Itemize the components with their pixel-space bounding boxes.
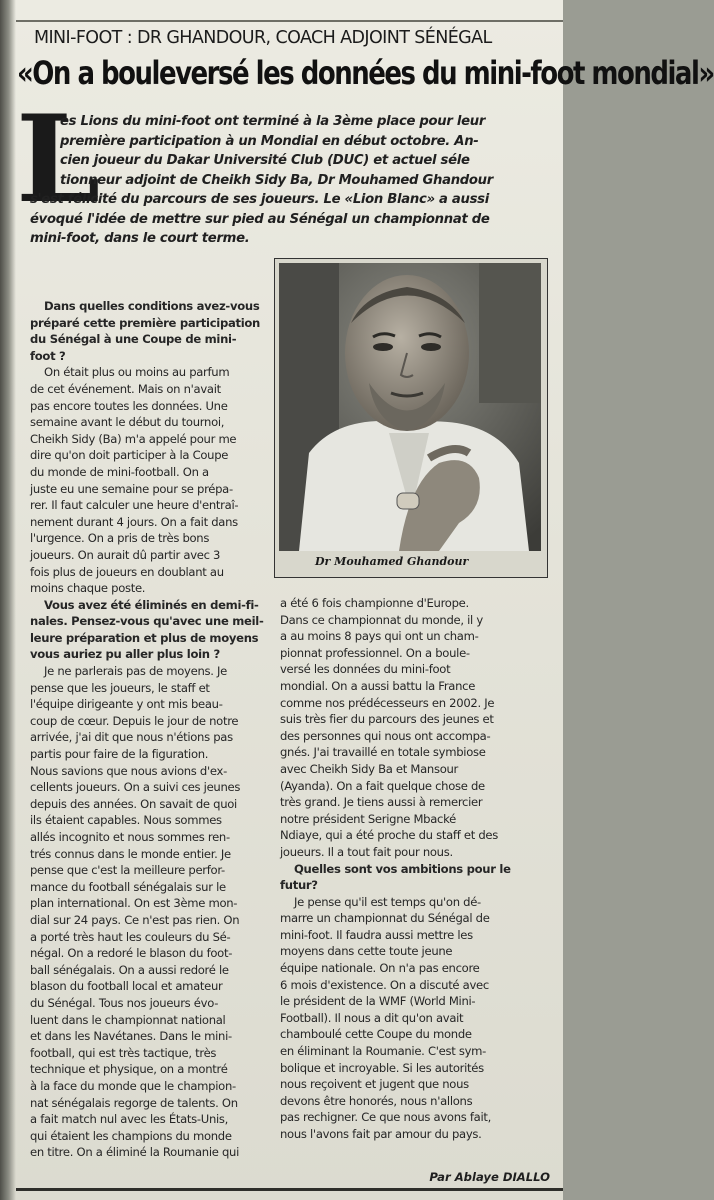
body-line: Nous savions que nous avions d'ex- <box>30 763 227 778</box>
body-line: Football). Il nous a dit qu'on avait <box>280 1010 464 1025</box>
body-line: gnés. J'ai travaillé en totale symbiose <box>280 745 486 760</box>
body-line: devons être honorés, nous n'allons <box>280 1093 473 1108</box>
body-line: pas rechigner. Ce que nous avons fait, <box>280 1110 492 1125</box>
body-line: blason du football local et amateur <box>30 979 223 994</box>
body-line: arrivée, j'ai dit que nous n'étions pas <box>30 730 233 745</box>
question-line: préparé cette première participation <box>30 315 261 330</box>
body-line: dial sur 24 pays. Ce n'est pas rien. On <box>30 912 240 927</box>
body-line: comme nos prédécesseurs en 2002. Je <box>280 695 495 710</box>
body-line: allés incognito et nous sommes ren- <box>30 830 230 844</box>
body-line: technique et physique, on a montré <box>30 1062 228 1077</box>
body-line: nous l'avons fait par amour du pays. <box>280 1127 482 1141</box>
body-line: l'équipe dirigeante y ont mis beau- <box>30 697 223 712</box>
body-line: équipe nationale. On n'a pas encore <box>280 961 480 976</box>
byline: Par Ablaye DIALLO <box>429 1170 550 1184</box>
body-line: nous reçoivent et jugent que nous <box>280 1077 469 1092</box>
body-line: en éliminant la Roumanie. C'est sym- <box>280 1044 487 1059</box>
portrait-photo <box>279 263 541 551</box>
body-line: pionnat professionnel. On a boule- <box>280 645 470 660</box>
body-line: luent dans le championnat national <box>30 1012 226 1027</box>
body-line: bolique et incroyable. Si les autorités <box>280 1060 484 1075</box>
question-line: Quelles sont vos ambitions pour le <box>294 861 511 876</box>
body-line: Je ne parlerais pas de moyens. Je <box>44 664 227 679</box>
top-rule <box>16 20 563 22</box>
body-line: l'urgence. On a pris de très bons <box>30 531 210 546</box>
body-line: rer. Il faut calculer une heure d'entraî- <box>30 498 239 513</box>
body-line: avec Cheikh Sidy Ba et Mansour <box>280 761 459 776</box>
question-line: nales. Pensez-vous qu'avec une meil- <box>30 614 264 629</box>
drop-cap: L <box>16 89 101 230</box>
photo-frame <box>274 258 548 578</box>
lead-line: évoqué l'idée de mettre sur pied au Sénégal un championnat de <box>30 211 490 227</box>
body-line: moins chaque poste. <box>30 581 146 596</box>
body-line: pense que les joueurs, le staff et <box>30 680 210 695</box>
body-line: mini-foot. Il faudra aussi mettre les <box>280 927 473 942</box>
body-line: Dans ce championnat du monde, il y <box>280 612 483 627</box>
body-line: a fait match nul avec les États-Unis, <box>30 1112 229 1127</box>
body-line: très grand. Je tiens aussi à remercier <box>280 795 483 810</box>
page-edge-shadow <box>0 0 16 1200</box>
body-line: dire qu'on doit participer à la Coupe <box>30 448 229 463</box>
body-line: versé les données du mini-foot <box>280 662 451 677</box>
body-line: pas encore toutes les données. Une <box>30 398 228 413</box>
body-line: (Ayanda). On a fait quelque chose de <box>280 778 485 793</box>
question-line: Vous avez été éliminés en demi-fi- <box>44 597 259 612</box>
body-line: coup de cœur. Depuis le jour de notre <box>30 713 239 728</box>
article-column-right <box>280 595 546 1143</box>
body-line: football, qui est très tactique, très <box>30 1045 217 1060</box>
question-line: foot ? <box>30 348 66 363</box>
body-line: a porté très haut les couleurs du Sé- <box>30 929 231 944</box>
body-line: mondial. On a aussi battu la France <box>280 678 476 693</box>
body-line: nement durant 4 jours. On a fait dans <box>30 514 238 529</box>
lead-line: cien joueur du Dakar Université Club (DUC) et actuel séle <box>60 153 470 168</box>
body-line: qui étaient les champions du monde <box>30 1128 232 1143</box>
lead-line: s'est félicité du parcours de ses joueurs. Le «Lion Blanc» a aussi <box>30 192 489 207</box>
body-line: partis pour faire de la figuration. <box>30 747 209 762</box>
body-line: 6 mois d'existence. On a discuté avec <box>280 977 489 992</box>
body-line: fois plus de joueurs en doublant au <box>30 564 224 579</box>
body-line: notre président Serigne Mbacké <box>280 811 456 826</box>
body-line: de cet événement. Mais on n'avait <box>30 381 221 396</box>
body-line: suis très fier du parcours des jeunes et <box>280 712 494 727</box>
article-kicker: MINI-FOOT : DR GHANDOUR, COACH ADJOINT SÉNÉGAL <box>34 28 492 48</box>
body-line: négal. On a redoré le blason du foot- <box>30 946 233 961</box>
body-line: Ndiaye, qui a été proche du staff et des <box>280 828 498 843</box>
body-line: moyens dans cette toute jeune <box>280 944 453 959</box>
body-line: ball sénégalais. On a aussi redoré le <box>30 962 229 977</box>
body-line: a été 6 fois championne d'Europe. <box>280 596 469 610</box>
body-line: nat sénégalais regorge de talents. On <box>30 1095 238 1110</box>
photo-caption: Dr Mouhamed Ghandour <box>315 555 469 568</box>
question-line: Dans quelles conditions avez-vous <box>44 299 260 313</box>
body-line: Je pense qu'il est temps qu'on dé- <box>294 894 481 909</box>
lead-line: mini-foot, dans le court terme. <box>30 231 250 246</box>
body-line: trés connus dans le monde entier. Je <box>30 846 231 861</box>
body-line: du Sénégal. Tous nos joueurs évo- <box>30 995 219 1010</box>
lead-line: tionneur adjoint de Cheikh Sidy Ba, Dr Mouhamed Ghandour <box>60 172 493 188</box>
body-line: depuis des années. On savait de quoi <box>30 796 237 811</box>
article-headline: «On a bouleversé les données du mini-foot mondial» <box>17 56 714 93</box>
lead-line: es Lions du mini-foot ont terminé à la 3ème place pour leur <box>60 114 486 129</box>
body-line: semaine avant le début du tournoi, <box>30 415 225 430</box>
body-line: le président de la WMF (World Mini- <box>280 994 476 1009</box>
lead-line: première participation à un Mondial en début octobre. An- <box>60 133 479 149</box>
body-line: mance du football sénégalais sur le <box>30 879 226 894</box>
body-line: du monde de mini-football. On a <box>30 464 209 479</box>
body-line: des personnes qui nous ont accompa- <box>280 728 491 743</box>
article-column-left <box>30 298 272 1161</box>
body-line: juste eu une semaine pour se prépa- <box>30 481 233 496</box>
bottom-rule <box>16 1188 563 1191</box>
body-line: On était plus ou moins au parfum <box>44 365 230 380</box>
body-line: en titre. On a éliminé la Roumanie qui <box>30 1145 240 1160</box>
question-line: futur? <box>280 878 318 893</box>
body-line: Cheikh Sidy (Ba) m'a appelé pour me <box>30 431 237 446</box>
body-line: chamboulé cette Coupe du monde <box>280 1027 472 1042</box>
body-line: a au moins 8 pays qui ont un cham- <box>280 629 479 644</box>
article-lead <box>30 112 545 249</box>
body-line: cellents joueurs. On a suivi ces jeunes <box>30 780 241 795</box>
body-line: et dans les Navétanes. Dans le mini- <box>30 1029 232 1044</box>
question-line: vous auriez pu aller plus loin ? <box>30 647 220 662</box>
body-line: pense que c'est la meilleure perfor- <box>30 863 225 878</box>
body-line: ils étaient capables. Nous sommes <box>30 813 222 828</box>
question-line: du Sénégal à une Coupe de mini- <box>30 332 237 347</box>
body-line: joueurs. On aurait dû partir avec 3 <box>30 547 221 562</box>
body-line: joueurs. Il a tout fait pour nous. <box>280 844 453 859</box>
body-line: plan international. On est 3ème mon- <box>30 896 238 911</box>
body-line: marre un championnat du Sénégal de <box>280 911 490 926</box>
body-line: à la face du monde que le champion- <box>30 1078 236 1093</box>
question-line: leure préparation et plus de moyens <box>30 630 259 645</box>
